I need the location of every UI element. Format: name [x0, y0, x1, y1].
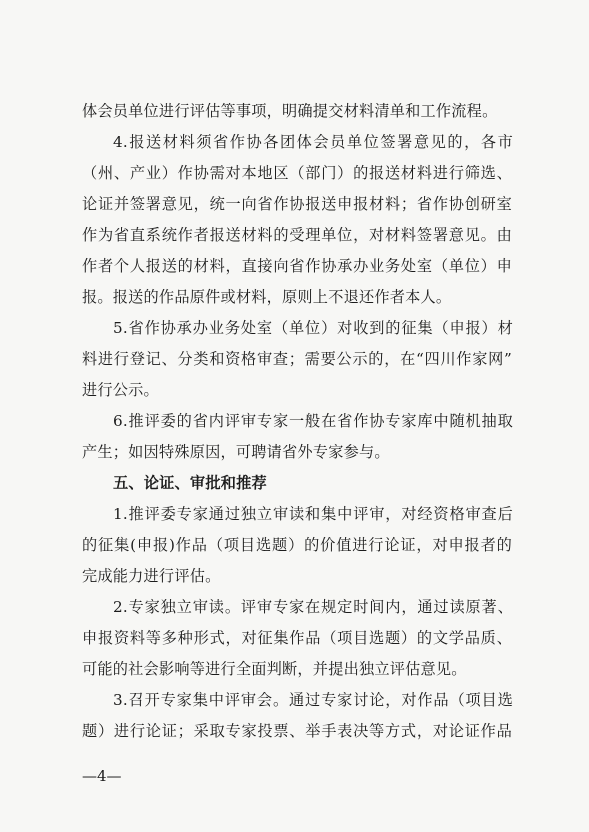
- paragraph-6-start: 6.推评委的省内评审专家一般在省作协专家库中随机抽取: [113, 412, 513, 430]
- paragraph-2-start: 2.专家独立审读。评审专家在规定时间内，通过读原著、: [113, 598, 513, 616]
- paragraph-5-start: 5.省作协承办业务处室（单位）对收到的征集（申报）材: [113, 319, 513, 337]
- text-line: 料进行登记、分类和资格审查；需要公示的，在“四川作家网”: [82, 350, 512, 368]
- text-line: 的征集(申报)作品（项目选题）的价值进行论证，对申报者的: [82, 536, 512, 554]
- text-line: 申报资料等多种形式，对征集作品（项目选题）的文学品质、: [82, 629, 512, 647]
- paragraph-1-start: 1.推评委专家通过独立审读和集中评审，对经资格审查后: [113, 505, 513, 523]
- text-line: 完成能力进行评估。: [82, 567, 221, 585]
- text-line: 体会员单位进行评估等事项，明确提交材料清单和工作流程。: [82, 102, 498, 120]
- text-line: 作为省直系统作者报送材料的受理单位，对材料签署意见。由: [82, 226, 512, 244]
- text-line: 题）进行论证；采取专家投票、举手表决等方式，对论证作品: [82, 722, 512, 740]
- text-line: 进行公示。: [82, 381, 159, 399]
- text-line: 论证并签署意见，统一向省作协报送申报材料；省作协创研室: [82, 195, 512, 213]
- text-line: 作者个人报送的材料，直接向省作协承办业务处室（单位）申: [82, 257, 512, 275]
- text-line: （州、产业）作协需对本地区（部门）的报送材料进行筛选、: [82, 164, 512, 182]
- text-line: 报。报送的作品原件或材料，原则上不退还作者本人。: [82, 288, 452, 306]
- page-number: —4—: [82, 767, 122, 785]
- paragraph-4-start: 4.报送材料须省作协各团体会员单位签署意见的，各市: [113, 133, 513, 151]
- text-line: 可能的社会影响等进行全面判断，并提出独立评估意见。: [82, 660, 467, 678]
- text-line: 产生；如因特殊原因，可聘请省外专家参与。: [82, 443, 390, 461]
- paragraph-3-start: 3.召开专家集中评审会。通过专家讨论，对作品（项目选: [113, 691, 513, 709]
- section-heading: 五、论证、审批和推荐: [113, 474, 267, 492]
